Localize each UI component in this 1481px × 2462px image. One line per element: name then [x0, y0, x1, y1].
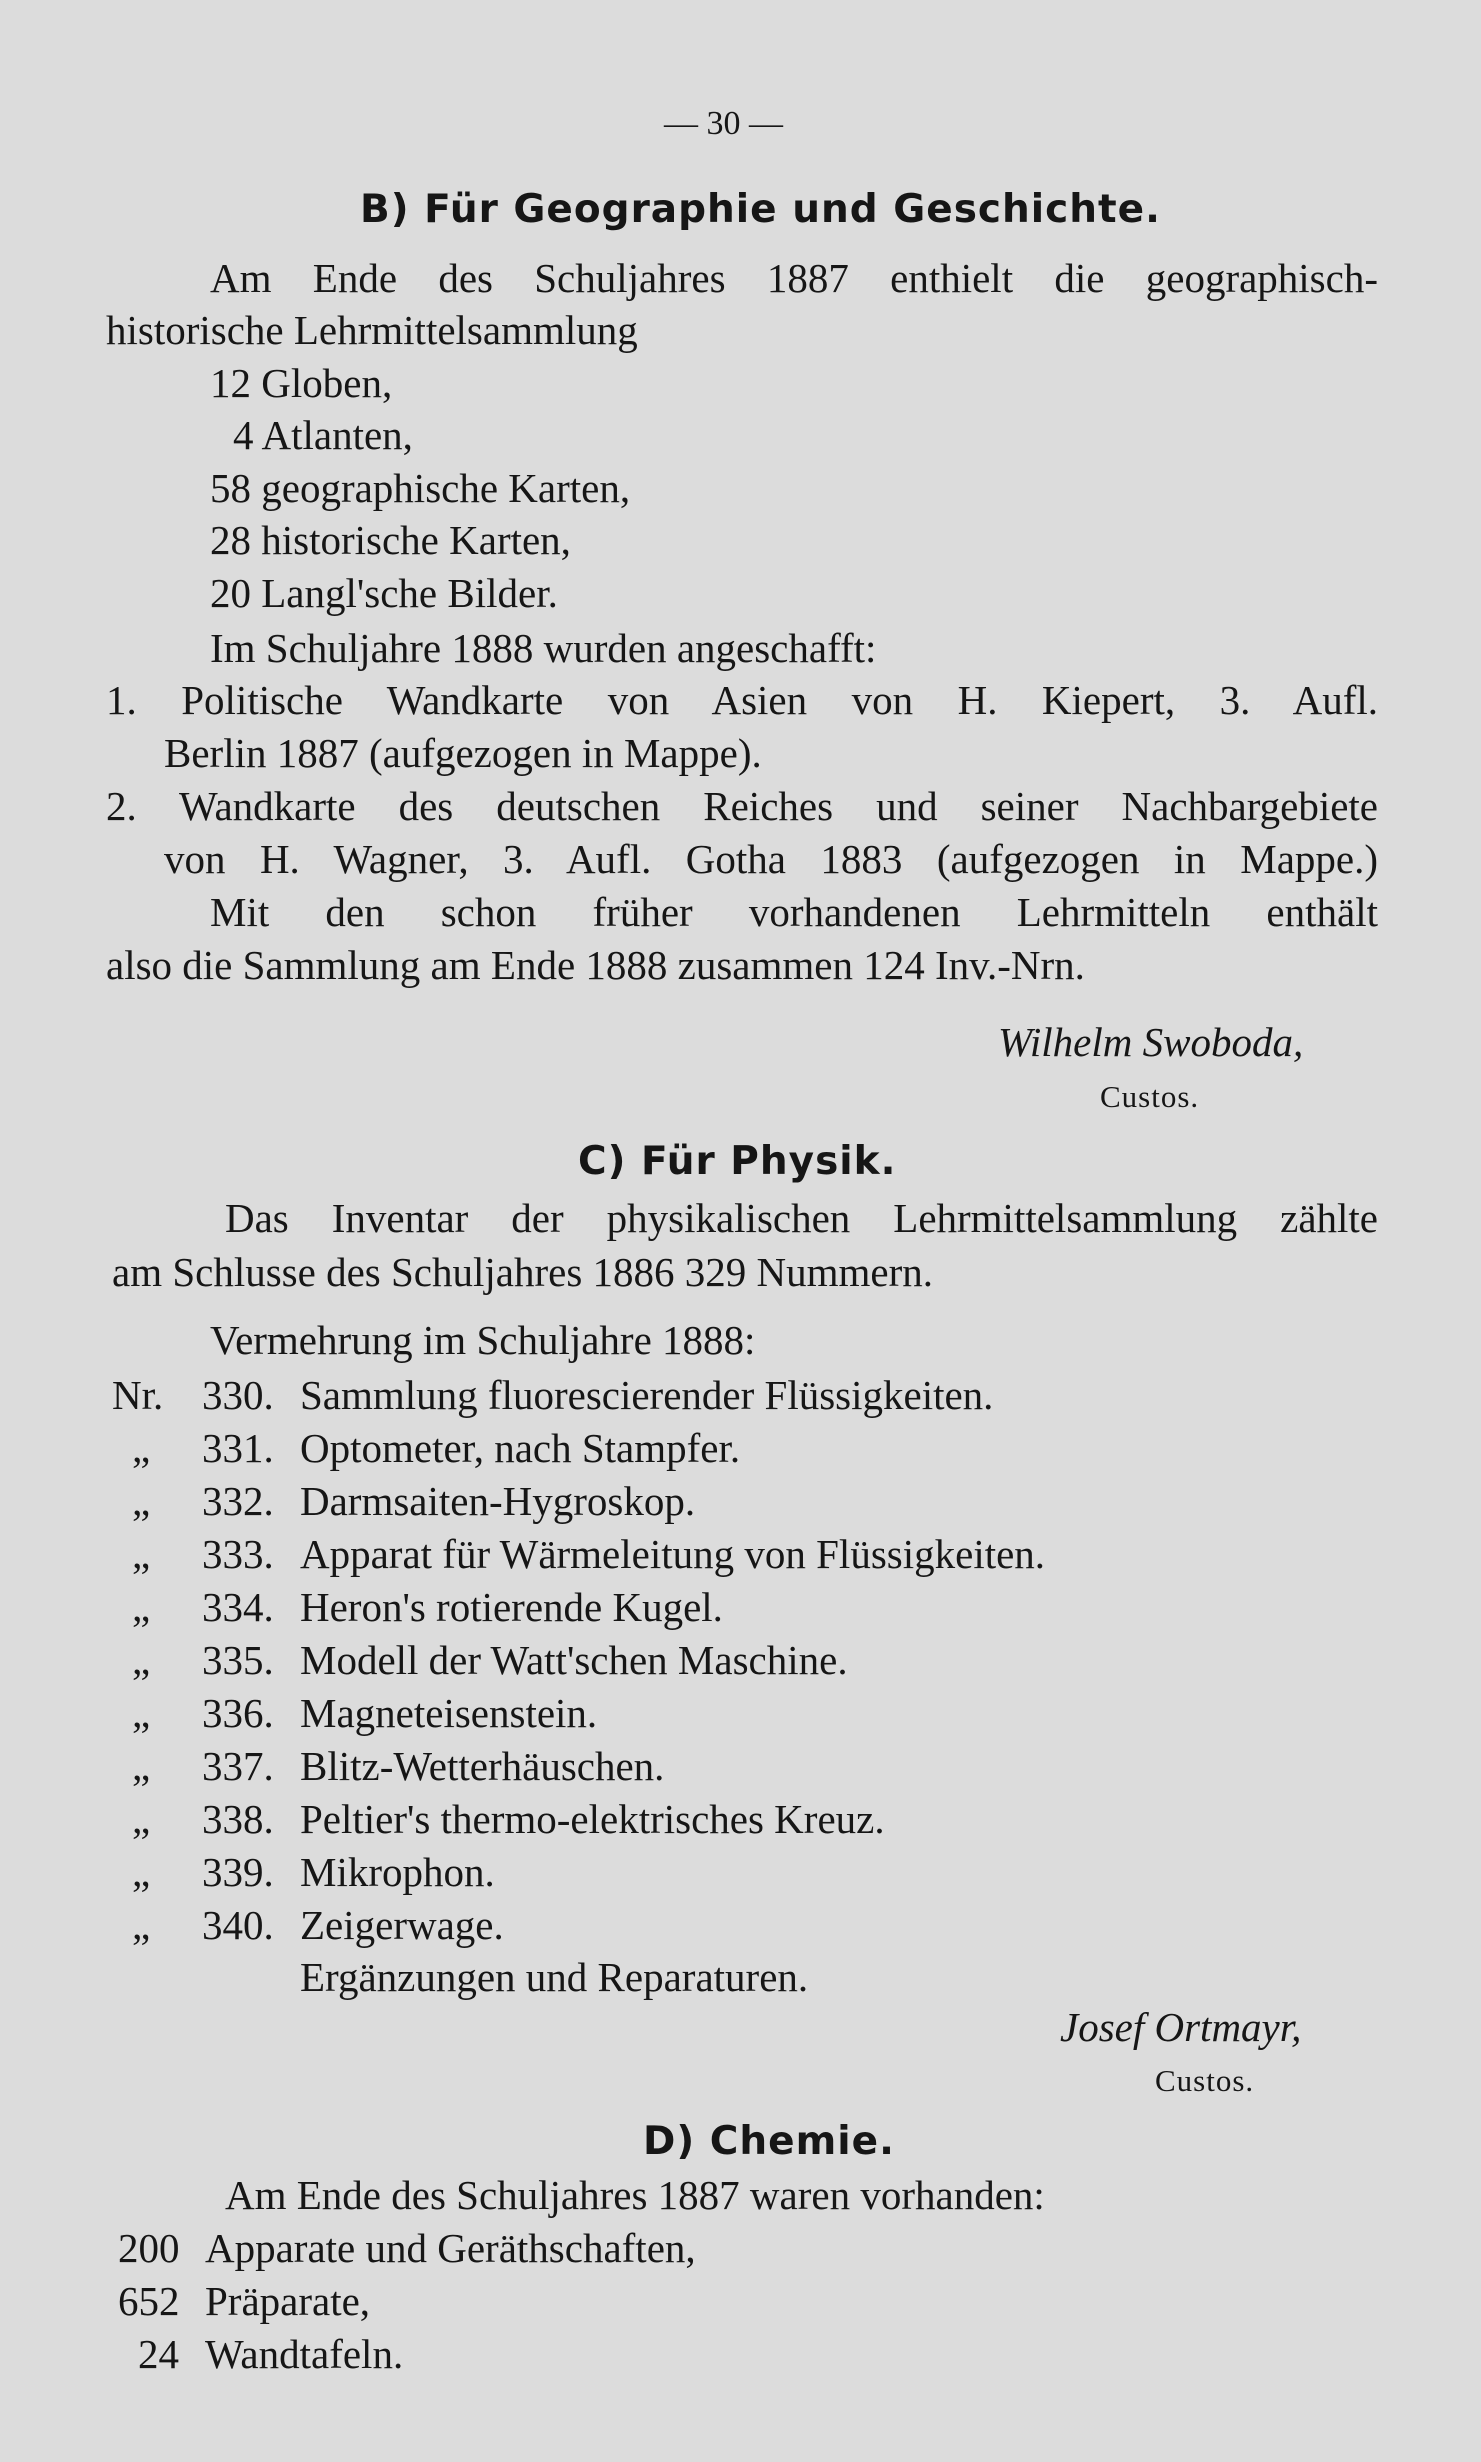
- item-number: 338.: [202, 1796, 274, 1842]
- acquired-intro: Im Schuljahre 1888 wurden angeschafft:: [210, 625, 877, 671]
- item-count: 652: [118, 2278, 180, 2324]
- section-c-supplement: Ergänzungen und Reparaturen.: [300, 1954, 809, 2000]
- section-c-increase-intro: Vermehrung im Schuljahre 1888:: [210, 1317, 756, 1363]
- item-text: Sammlung fluorescierender Flüssigkeiten.: [300, 1372, 994, 1418]
- item-prefix: „: [132, 1902, 151, 1948]
- section-c-signature-title: Custos.: [1155, 2063, 1255, 2098]
- acquired-item2-line2: von H. Wagner, 3. Aufl. Gotha 1883 (aufgezogen in Mappe.): [164, 836, 1378, 882]
- item-prefix: „: [132, 1478, 151, 1524]
- section-c-signature-name: Josef Ortmayr,: [1060, 2004, 1302, 2050]
- item-number: 332.: [202, 1478, 274, 1524]
- item-number: 340.: [202, 1902, 274, 1948]
- item-text: Modell der Watt'schen Maschine.: [300, 1637, 848, 1683]
- item-number: 336.: [202, 1690, 274, 1736]
- section-c-heading: C) Für Physik.: [578, 1139, 897, 1184]
- item-prefix: „: [132, 1690, 151, 1736]
- section-d-heading: D) Chemie.: [643, 2119, 895, 2164]
- item-text: Peltier's thermo-elektrisches Kreuz.: [300, 1796, 885, 1842]
- item-prefix: „: [132, 1531, 151, 1577]
- inventory-item-geo-karten: 58 geographische Karten,: [210, 465, 631, 511]
- item-prefix: „: [132, 1584, 151, 1630]
- section-b-heading: B) Für Geographie und Geschichte.: [360, 187, 1161, 232]
- item-count: 24: [138, 2331, 179, 2377]
- inventory-item-atlanten: 4 Atlanten,: [233, 412, 413, 458]
- section-c-intro-line1: Das Inventar der physikalischen Lehrmittelsammlung zählte: [225, 1195, 1378, 1241]
- section-c-intro-line2: am Schlusse des Schuljahres 1886 329 Nummern.: [112, 1249, 934, 1295]
- item-text: Zeigerwage.: [300, 1902, 504, 1948]
- item-prefix: „: [132, 1849, 151, 1895]
- item-number: 337.: [202, 1743, 274, 1789]
- item-text: Heron's rotierende Kugel.: [300, 1584, 723, 1630]
- item-text: Blitz-Wetterhäuschen.: [300, 1743, 665, 1789]
- inventory-item-hist-karten: 28 historische Karten,: [210, 517, 571, 563]
- section-b-intro-line1: Am Ende des Schuljahres 1887 enthielt die geographisch-: [210, 255, 1378, 301]
- inventory-item-bilder: 20 Langl'sche Bilder.: [210, 570, 558, 616]
- item-number: 330.: [202, 1372, 274, 1418]
- item-text: Magneteisenstein.: [300, 1690, 598, 1736]
- item-prefix: „: [132, 1637, 151, 1683]
- item-prefix: „: [132, 1743, 151, 1789]
- inventory-item-globen: 12 Globen,: [210, 360, 393, 406]
- item-number: 331.: [202, 1425, 274, 1471]
- item-text: Mikrophon.: [300, 1849, 495, 1895]
- acquired-item2-line1: 2. Wandkarte des deutschen Reiches und seiner Nachbargebiete: [106, 783, 1378, 829]
- item-prefix: „: [132, 1425, 151, 1471]
- acquired-item1-line2: Berlin 1887 (aufgezogen in Mappe).: [164, 730, 762, 776]
- page-number: — 30 —: [664, 105, 783, 142]
- acquired-item1-line1: 1. Politische Wandkarte von Asien von H. Kiepert, 3. Aufl.: [106, 677, 1378, 723]
- item-text: Apparate und Geräthschaften,: [205, 2225, 696, 2271]
- item-number: 339.: [202, 1849, 274, 1895]
- item-text: Apparat für Wärmeleitung von Flüssigkeiten.: [300, 1531, 1046, 1577]
- item-text: Wandtafeln.: [205, 2331, 404, 2377]
- item-prefix: „: [132, 1796, 151, 1842]
- section-b-signature-title: Custos.: [1100, 1079, 1200, 1114]
- item-text: Darmsaiten-Hygroskop.: [300, 1478, 696, 1524]
- item-text: Präparate,: [205, 2278, 371, 2324]
- section-b-summary-line2: also die Sammlung am Ende 1888 zusammen 124 Inv.-Nrn.: [106, 942, 1085, 988]
- section-b-intro-line2: historische Lehrmittelsammlung: [106, 307, 638, 353]
- section-b-signature-name: Wilhelm Swoboda,: [998, 1019, 1304, 1065]
- section-b-summary-line1: Mit den schon früher vorhandenen Lehrmitteln enthält: [210, 889, 1378, 935]
- item-prefix: Nr.: [112, 1372, 164, 1418]
- item-number: 334.: [202, 1584, 274, 1630]
- item-number: 335.: [202, 1637, 274, 1683]
- section-d-intro: Am Ende des Schuljahres 1887 waren vorhanden:: [225, 2172, 1045, 2218]
- item-number: 333.: [202, 1531, 274, 1577]
- item-count: 200: [118, 2225, 180, 2271]
- item-text: Optometer, nach Stampfer.: [300, 1425, 741, 1471]
